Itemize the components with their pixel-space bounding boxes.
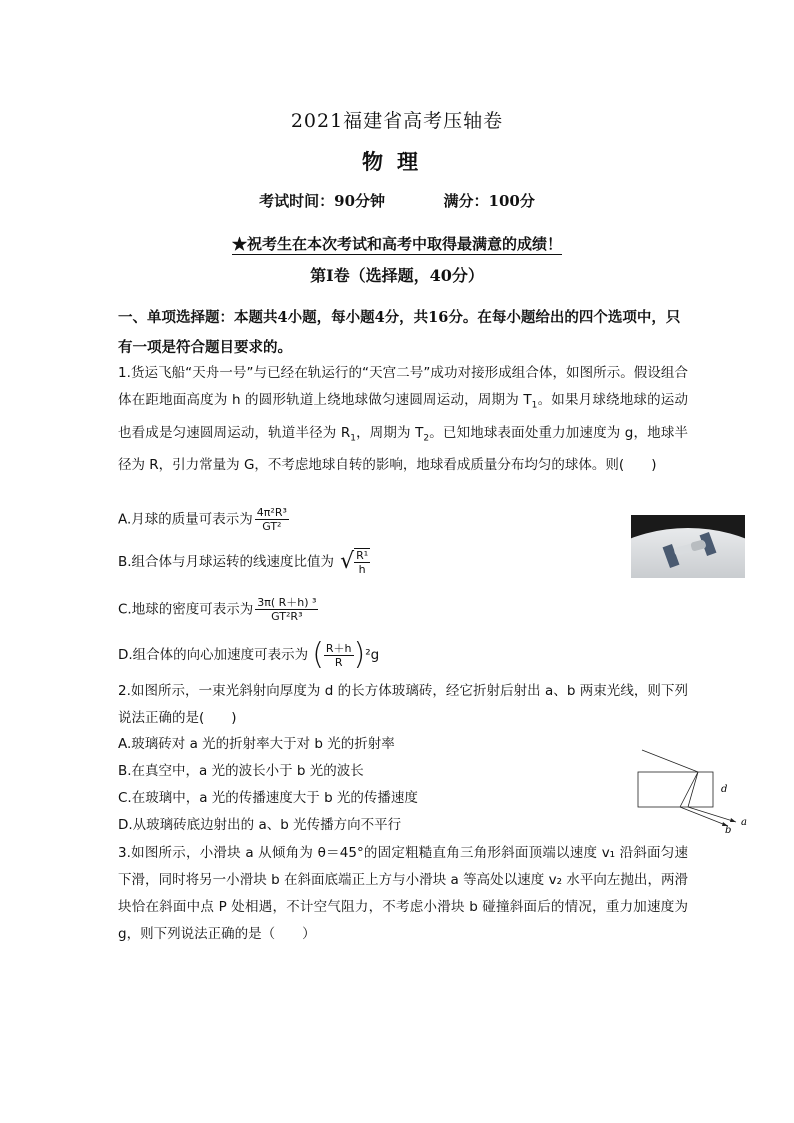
denominator: GT²R³ [271, 610, 303, 623]
q2-option-a: A.玻璃砖对 a 光的折射率大于对 b 光的折射率 [118, 736, 395, 752]
option-text: A.月球的质量可表示为 [118, 511, 253, 528]
full-score: 满分：100分 [443, 192, 535, 210]
q3-stem: 3.如图所示，小滑块 a 从倾角为 θ＝45°的固定粗糙直角三角形斜面顶端以速度 v₁ 沿斜面匀速下滑，同时将另一小滑块 b 在斜面底端正上方与小滑块 a 等高处以速度 v₂ 水平向左抛出，两滑块恰在斜面中点 P 处相遇，不计空气阻力，不考虑小滑块 b 碰撞斜面后的情况，重力加速度为 g，则下列说法正确的是（ ） [118, 845, 688, 942]
numerator: 3π( R＋h) ³ [257, 596, 317, 609]
q2-stem: 2.如图所示，一束光斜射向厚度为 d 的长方体玻璃砖，经它折射后射出 a、b 两束光线，则下列说法正确的是( ) [118, 683, 688, 726]
fraction [255, 506, 289, 533]
q1-option-a [118, 506, 289, 533]
numerator: R¹ [356, 549, 369, 562]
wish-text: ★祝考生在本次考试和高考中取得最满意的成绩！ [231, 235, 562, 253]
numerator: R＋h [325, 641, 352, 655]
radical-sign: √ [340, 549, 355, 574]
q1-stem-part: 。已知地球表面处重力加速度为 g，地球半径为 R，引力常量为 G，不考虑地球自转的影响，地球看成质量分布均匀的球体。则( ) [118, 424, 688, 474]
option-text: D.组合体的向心加速度可表示为 [118, 647, 309, 663]
q1-sub: 2 [423, 433, 430, 444]
fig-label-a: a [741, 817, 747, 828]
q1-stem-part: ，周期为 T [355, 424, 424, 441]
q1-stem [118, 360, 688, 479]
q1-sub: 1 [531, 400, 538, 411]
q2-option-d: D.从玻璃砖底边射出的 a、b 光传播方向不平行 [118, 817, 402, 833]
wish-line [0, 233, 794, 254]
q1-sub: 1 [350, 433, 356, 444]
fig-label-d: d [721, 784, 728, 795]
q2-option-b: B.在真空中，a 光的波长小于 b 光的波长 [118, 763, 364, 779]
q1-stem-part: 。如果月球绕地球的运动也看成是匀速圆周运动，轨道半径为 R [118, 392, 688, 441]
fig-label-b: b [725, 825, 732, 834]
denominator: GT² [262, 520, 282, 533]
subject-title: 物理 [362, 149, 432, 174]
q1-stem-part: 1.货运飞船“天舟一号”与已经在轨运行的“天宫二号”成功对接形成组合体，如图所示。假设组合体在距地面高度为 h 的圆形轨道上绕地球做匀速圆周运动，周期为 T [118, 365, 688, 408]
numerator: 4π²R³ [256, 506, 287, 519]
section-heading: 一、单项选择题：本题共4小题，每小题4分，共16分。在每小题给出的四个选项中，只有一项是符合题目要求的。 [118, 309, 681, 356]
q2-option-c: C.在玻璃中，a 光的传播速度大于 b 光的传播速度 [118, 790, 418, 806]
exam-time: 考试时间：90分钟 [259, 192, 386, 210]
option-tail: ²g [365, 647, 380, 663]
denominator: h [358, 563, 366, 576]
q1-option-c [118, 596, 318, 623]
denominator: R [334, 655, 343, 669]
q1-option-b [118, 548, 370, 576]
option-text: B.组合体与月球运转的线速度比值为 [118, 554, 335, 570]
volume-heading: 第Ⅰ卷（选择题，40分） [310, 266, 484, 285]
fraction [255, 596, 318, 623]
sqrt-expression [340, 548, 370, 576]
glass-slab-refraction-diagram [628, 744, 756, 834]
q1-option-d [118, 637, 380, 672]
spacecraft-photo-icon [631, 515, 745, 578]
option-text: C.地球的密度可表示为 [118, 601, 254, 618]
exam-title: 2021福建省高考压轴卷 [290, 110, 504, 132]
paren-expression: ( $\frac{R+h}{R}$ ) [312, 637, 366, 672]
exam-info [0, 190, 794, 211]
